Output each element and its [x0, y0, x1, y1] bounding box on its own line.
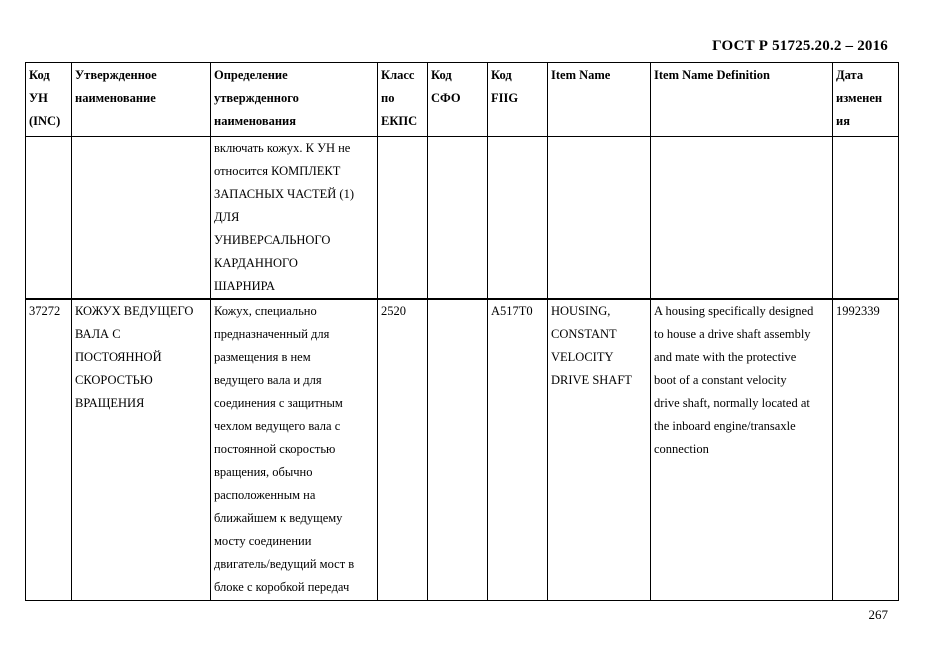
- cell-sfo-code: [428, 299, 488, 601]
- cell-text-line: ЗАПАСНЫХ ЧАСТЕЙ (1): [214, 187, 355, 201]
- cell-text-line: УН: [29, 91, 48, 105]
- cell-text-line: ВАЛА С: [75, 327, 121, 341]
- cell-text-line: Item Name: [551, 68, 611, 82]
- cell-text-line: предназначенный для: [214, 327, 330, 341]
- cell-text-line: постоянной скоростью: [214, 442, 336, 456]
- cell-text-line: соединения с защитным: [214, 396, 343, 410]
- cell-text-line: ближайшем к ведущему: [214, 511, 343, 525]
- cell-text-line: FIIG: [491, 91, 519, 105]
- cell-text-line: Код: [29, 68, 50, 82]
- cell-text-line: чехлом ведущего вала с: [214, 419, 341, 433]
- cell-text-line: connection: [654, 442, 709, 456]
- cell-inc: [26, 137, 72, 300]
- cell-text-line: ДЛЯ: [214, 210, 240, 224]
- cell-text-line: СКОРОСТЬЮ: [75, 373, 153, 387]
- cell-text-line: DRIVE SHAFT: [551, 373, 632, 387]
- cell-text-line: размещения в нем: [214, 350, 311, 364]
- cell-text-line: вращения, обычно: [214, 465, 313, 479]
- cell-text-line: ВРАЩЕНИЯ: [75, 396, 145, 410]
- cell-fiig-code: A517T0: [488, 299, 548, 601]
- cell-text-line: включать кожух. К УН не: [214, 141, 351, 155]
- table-row-continuation: [26, 137, 899, 300]
- cell-fiig-code: [488, 137, 548, 300]
- header-definition: [211, 63, 378, 137]
- catalog-table: [25, 62, 899, 601]
- cell-text-line: наименование: [75, 91, 156, 105]
- cell-text-line: and mate with the protective: [654, 350, 797, 364]
- header-item-name: [548, 63, 651, 137]
- cell-ekps-class: 2520: [378, 299, 428, 601]
- header-inc: [26, 63, 72, 137]
- cell-text-line: ШАРНИРА: [214, 279, 276, 293]
- header-item-definition: [651, 63, 833, 137]
- cell-sfo-code: [428, 137, 488, 300]
- cell-item-name: [548, 299, 651, 601]
- cell-approved-name: [72, 299, 211, 601]
- cell-item-definition: [651, 137, 833, 300]
- cell-text-line: HOUSING,: [551, 304, 611, 318]
- cell-text-line: VELOCITY: [551, 350, 614, 364]
- cell-text-line: ия: [836, 114, 850, 128]
- cell-item-name: [548, 137, 651, 300]
- page-number: 267: [868, 607, 888, 622]
- cell-text-line: CONSTANT: [551, 327, 617, 341]
- cell-text-line: утвержденного: [214, 91, 299, 105]
- cell-text-line: A housing specifically designed: [654, 304, 814, 318]
- header-fiig-code: [488, 63, 548, 137]
- cell-change-date: 1992339: [833, 299, 899, 601]
- header-sfo-code: [428, 63, 488, 137]
- cell-definition: [211, 299, 378, 601]
- cell-text-line: ЕКПС: [381, 114, 418, 128]
- cell-text-line: Item Name Definition: [654, 68, 770, 82]
- cell-text-line: (INC): [29, 114, 61, 128]
- cell-text-line: мосту соединении: [214, 534, 312, 548]
- cell-text-line: Класс: [381, 68, 415, 82]
- cell-text-line: Код: [491, 68, 512, 82]
- document-standard-code: ГОСТ Р 51725.20.2 – 2016: [712, 38, 888, 54]
- cell-text-line: относится КОМПЛЕКТ: [214, 164, 341, 178]
- cell-text-line: по: [381, 91, 395, 105]
- cell-text-line: УНИВЕРСАЛЬНОГО: [214, 233, 331, 247]
- cell-text-line: изменен: [836, 91, 883, 105]
- cell-text-line: the inboard engine/transaxle: [654, 419, 796, 433]
- cell-text-line: drive shaft, normally located at: [654, 396, 810, 410]
- cell-change-date: [833, 137, 899, 300]
- header-approved-name: [72, 63, 211, 137]
- cell-inc: 37272: [26, 299, 72, 601]
- cell-definition: [211, 137, 378, 300]
- cell-text-line: КОЖУХ ВЕДУЩЕГО: [75, 304, 194, 318]
- cell-text-line: блоке с коробкой передач: [214, 580, 350, 594]
- cell-text-line: Утвержденное: [75, 68, 157, 82]
- cell-text-line: СФО: [431, 91, 461, 105]
- header-ekps-class: [378, 63, 428, 137]
- cell-text-line: Код: [431, 68, 452, 82]
- cell-text-line: наименования: [214, 114, 297, 128]
- cell-text-line: КАРДАННОГО: [214, 256, 298, 270]
- table-row: [26, 299, 899, 601]
- cell-text-line: двигатель/ведущий мост в: [214, 557, 355, 571]
- header-row: [26, 63, 899, 137]
- cell-text-line: Определение: [214, 68, 288, 82]
- cell-text-line: ведущего вала и для: [214, 373, 322, 387]
- cell-text-line: to house a drive shaft assembly: [654, 327, 811, 341]
- cell-text-line: Дата: [836, 68, 864, 82]
- cell-text-line: ПОСТОЯННОЙ: [75, 350, 162, 364]
- cell-text-line: расположенным на: [214, 488, 316, 502]
- cell-text-line: boot of a constant velocity: [654, 373, 787, 387]
- cell-approved-name: [72, 137, 211, 300]
- cell-text-line: Кожух, специально: [214, 304, 317, 318]
- header-change-date: [833, 63, 899, 137]
- cell-item-definition: [651, 299, 833, 601]
- cell-ekps-class: [378, 137, 428, 300]
